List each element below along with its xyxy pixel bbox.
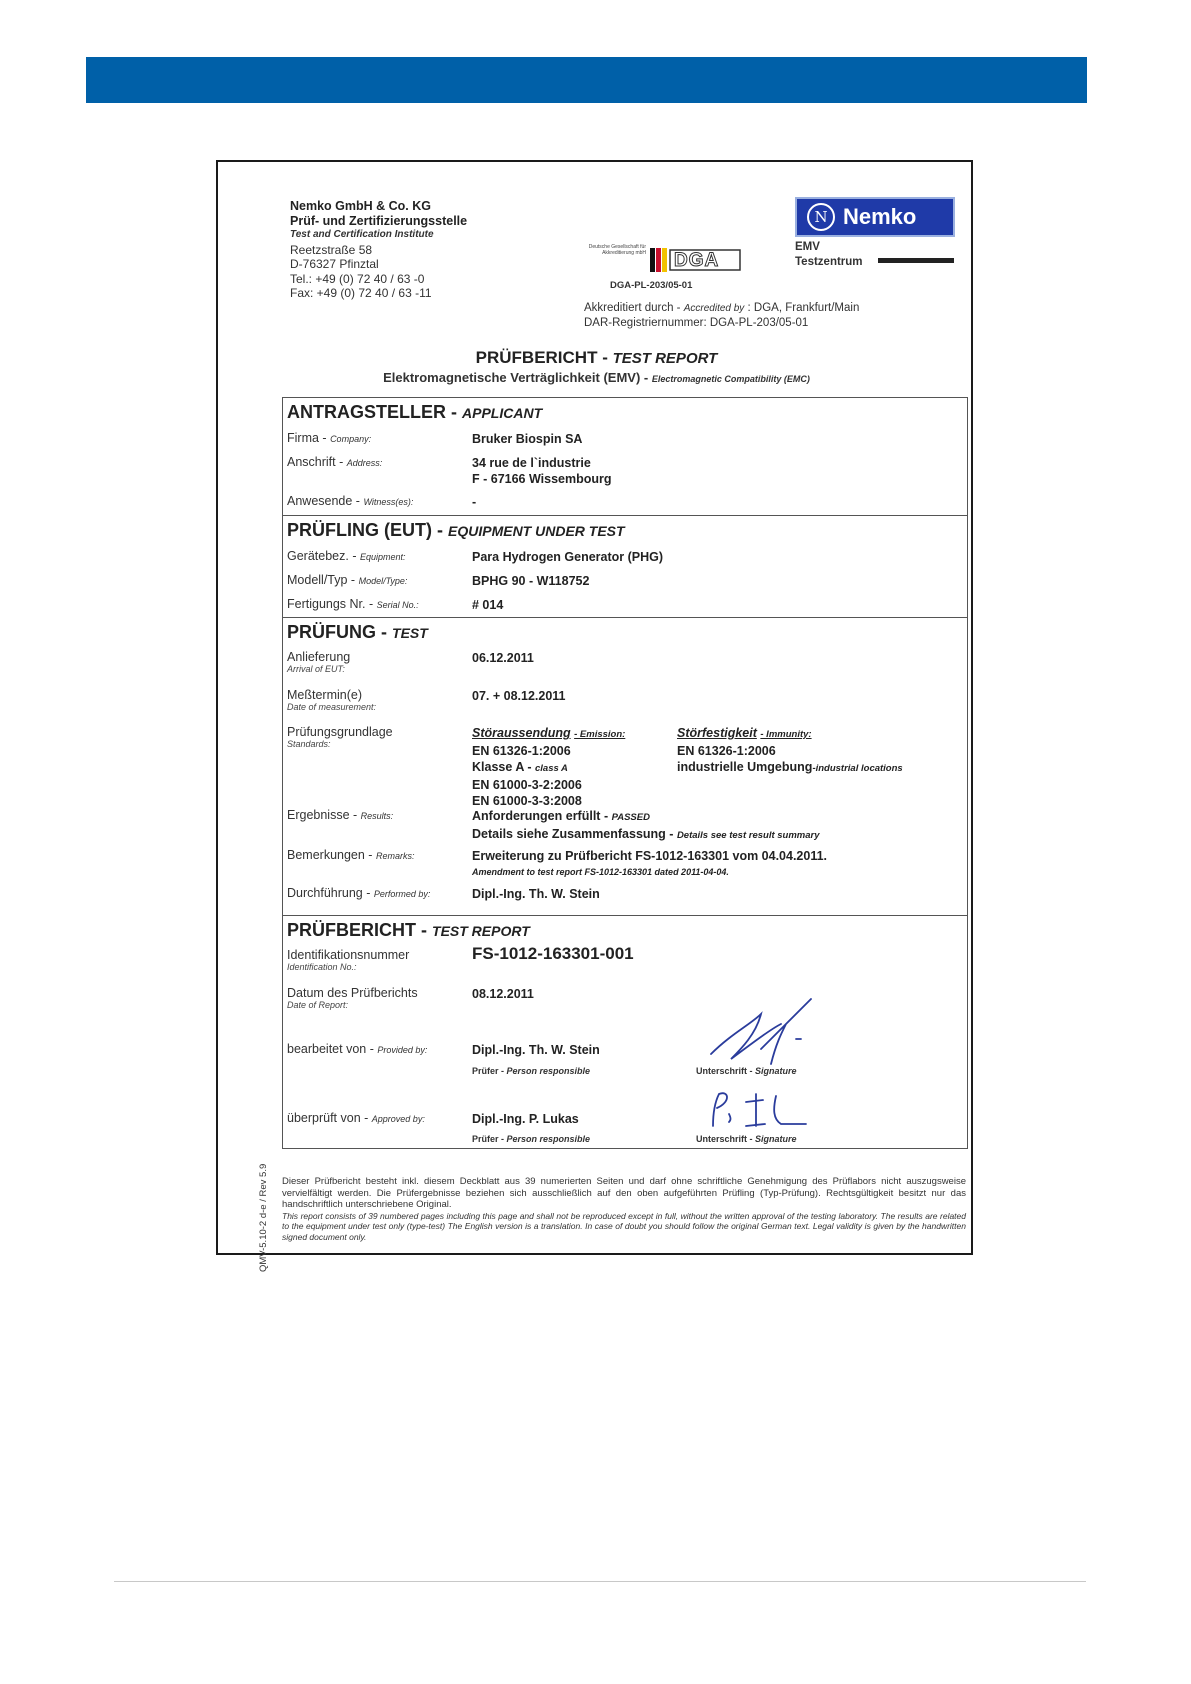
testzentrum-text: Testzentrum [795, 256, 863, 268]
provided-value: Dipl.-Ing. Th. W. Stein [472, 1043, 600, 1057]
results-label-de: Ergebnisse - [287, 808, 358, 822]
immunity-std1: EN 61326-1:2006 [677, 744, 776, 758]
dga-logo [586, 230, 756, 292]
results-label-en: Results: [360, 811, 394, 821]
role1 [472, 1066, 590, 1076]
test-heading [287, 622, 428, 643]
model-label-de: Modell/Typ - [287, 573, 356, 587]
sig2-en: Signature [755, 1134, 797, 1144]
report-date-label [287, 986, 418, 1010]
accr-de: Akkreditiert durch - [584, 302, 681, 314]
applicant-heading-en: APPLICANT [462, 405, 543, 421]
role1-en: Person responsible [506, 1066, 591, 1076]
approved-label-de: überprüft von - [287, 1111, 369, 1125]
approved-label-en: Approved by: [371, 1114, 425, 1124]
arrival-label-de: Anlieferung [287, 650, 351, 664]
address-value [472, 455, 612, 487]
equipment-value: Para Hydrogen Generator (PHG) [472, 550, 664, 564]
issuer-block [290, 199, 467, 301]
company-label [287, 431, 371, 445]
remarks-de: Erweiterung zu Prüfbericht FS-1012-163301 vom 04.04.2011. [472, 849, 828, 863]
disclaimer [282, 1176, 966, 1242]
report-date-label-de: Datum des Prüfberichts [287, 986, 418, 1000]
company-label-en: Company: [330, 434, 372, 444]
performed-label-en: Performed by: [373, 889, 431, 899]
accreditation [584, 301, 859, 330]
standards-label-en: Standards: [287, 739, 331, 749]
measurement-label-en: Date of measurement: [287, 702, 377, 712]
immunity-heading-en: - Immunity: [760, 729, 812, 740]
accr-value: : DGA, Frankfurt/Main [747, 302, 860, 314]
provided-label-de: bearbeitet von - [287, 1042, 374, 1056]
report-heading-de: PRÜFBERICHT - [287, 920, 427, 940]
issuer-city: D-76327 Pfinztal [290, 257, 379, 271]
issuer-tel: Tel.: +49 (0) 72 40 / 63 -0 [290, 271, 425, 286]
model-label-en: Model/Type: [358, 576, 408, 586]
address-label-de: Anschrift - [287, 455, 344, 469]
test-heading-de: PRÜFUNG - [287, 622, 387, 642]
issuer-fax: Fax: +49 (0) 72 40 / 63 -11 [290, 286, 432, 300]
model-label [287, 573, 407, 587]
report-date: 08.12.2011 [472, 987, 534, 1001]
issuer-street: Reetzstraße 58 [290, 242, 373, 257]
emission-heading-en: - Emission: [574, 729, 626, 740]
provided-label [287, 1042, 427, 1056]
dga-small-text: Deutsche Gesellschaft für Akkreditierung mbH [588, 244, 646, 256]
test-heading-en: TEST [392, 625, 428, 641]
report-heading [287, 920, 530, 941]
applicant-section [282, 397, 968, 516]
emission-class-en: class A [535, 763, 568, 774]
emission-standards [472, 725, 625, 809]
report-date-label-en: Date of Report: [287, 1000, 349, 1010]
accr-en: Accredited by [683, 303, 745, 314]
witness-value: - [472, 495, 477, 509]
address-label-en: Address: [346, 458, 383, 468]
disclaimer-en: This report consists of 39 numbered pages including this page and shall not be reproduced except in full, without the written approval of the testing laboratory. The results are related to the equipment under test only (type-test) The English version is a translation. In case of doubt you should follow the original German text. Legal validity is given by the handwritten signed document only. [282, 1210, 966, 1242]
emission-heading: Störaussendung [472, 726, 571, 740]
sig1-en: Signature [755, 1066, 797, 1076]
standards-label [287, 725, 393, 749]
results-line1: Anforderungen erfüllt - [472, 809, 609, 823]
id-label [287, 948, 409, 972]
nemko-n-icon: N [807, 203, 835, 231]
witness-label-en: Witness(es): [363, 497, 414, 507]
report-id: FS-1012-163301-001 [472, 944, 634, 963]
test-section [282, 617, 968, 916]
accr-registration: DAR-Registriernummer: DGA-PL-203/05-01 [584, 317, 809, 329]
emission-std3: EN 61000-3-3:2008 [472, 794, 582, 808]
serial-label-en: Serial No.: [376, 600, 419, 610]
remarks-value [472, 848, 827, 880]
report-subtitle-en: Electromagnetic Compatibility (EMC) [651, 374, 810, 384]
performed-label-de: Durchführung - [287, 886, 371, 900]
signature1-image [701, 994, 821, 1074]
role1-de: Prüfer - [472, 1066, 505, 1076]
certificate-image [216, 160, 973, 1272]
measurement-value: 07. + 08.12.2011 [472, 689, 566, 703]
report-title [218, 348, 975, 368]
emv-text: EMV [795, 241, 820, 253]
remarks-en: Amendment to test report FS-1012-163301 dated 2011-04-04. [472, 867, 729, 877]
dga-logo-text: DGA [674, 250, 720, 271]
eut-section [282, 515, 968, 618]
header-bar [86, 57, 1087, 103]
results-value [472, 808, 820, 844]
role2-en: Person responsible [506, 1134, 591, 1144]
emv-label [795, 240, 863, 270]
approved-value: Dipl.-Ing. P. Lukas [472, 1112, 579, 1126]
report-title-de: PRÜFBERICHT - [475, 348, 608, 367]
form-code: QMV-5.10-2 d-e / Rev 5.9 [258, 1163, 269, 1272]
arrival-value: 06.12.2011 [472, 651, 534, 665]
measurement-label-de: Meßtermin(e) [287, 688, 363, 702]
measurement-label [287, 688, 376, 712]
results-line2: Details siehe Zusammenfassung - [472, 827, 674, 841]
report-subtitle-de: Elektromagnetische Verträglichkeit (EMV) - [383, 370, 649, 385]
results-label [287, 808, 393, 822]
company-value: Bruker Biospin SA [472, 432, 583, 446]
witness-label [287, 494, 413, 508]
approved-label [287, 1111, 425, 1125]
issuer-name: Nemko GmbH & Co. KG [290, 199, 431, 213]
emission-class: Klasse A - [472, 760, 532, 774]
serial-value: # 014 [472, 598, 504, 612]
standards-label-de: Prüfungsgrundlage [287, 725, 393, 739]
remarks-label-de: Bemerkungen - [287, 848, 373, 862]
role2 [472, 1134, 590, 1144]
nemko-logo-text: Nemko [843, 204, 917, 229]
provided-label-en: Provided by: [377, 1045, 428, 1055]
sig2-de: Unterschrift - [696, 1134, 753, 1144]
nemko-logo [795, 197, 955, 237]
report-section [282, 915, 968, 1149]
applicant-heading-de: ANTRAGSTELLER - [287, 402, 457, 422]
id-label-en: Identification No.: [287, 962, 357, 972]
eut-heading-de: PRÜFLING (EUT) - [287, 520, 443, 540]
immunity-env-en: -industrial locations [812, 763, 903, 774]
arrival-label [287, 650, 350, 674]
company-label-de: Firma - [287, 431, 327, 445]
id-label-de: Identifikationsnummer [287, 948, 410, 962]
results-line2-en: Details see test result summary [676, 830, 820, 841]
equipment-label-en: Equipment: [359, 552, 406, 562]
signature2-image [701, 1084, 811, 1134]
testzentrum-bar [878, 258, 954, 263]
immunity-standards [677, 725, 903, 777]
address-line1: 34 rue de l`industrie [472, 456, 591, 470]
serial-label-de: Fertigungs Nr. - [287, 597, 374, 611]
report-subtitle [218, 370, 975, 385]
results-line1-en: PASSED [611, 812, 650, 823]
eut-heading-en: EQUIPMENT UNDER TEST [448, 523, 625, 539]
remarks-label [287, 848, 414, 862]
issuer-department-en: Test and Certification Institute [290, 229, 434, 240]
sig1-de: Unterschrift - [696, 1066, 753, 1076]
model-value: BPHG 90 - W118752 [472, 574, 590, 588]
performed-value: Dipl.-Ing. Th. W. Stein [472, 887, 600, 901]
address-line2: F - 67166 Wissembourg [472, 472, 612, 486]
applicant-heading [287, 402, 542, 423]
remarks-label-en: Remarks: [375, 851, 415, 861]
report-heading-en: TEST REPORT [432, 923, 530, 939]
performed-label [287, 886, 430, 900]
issuer-department: Prüf- und Zertifizierungsstelle [290, 213, 468, 228]
immunity-env: industrielle Umgebung [677, 760, 813, 774]
equipment-label-de: Gerätebez. - [287, 549, 357, 563]
form-code-wrap [258, 1122, 274, 1282]
signature2-label [696, 1134, 797, 1144]
dga-number: DGA-PL-203/05-01 [610, 280, 693, 291]
serial-label [287, 597, 419, 611]
eut-heading [287, 520, 625, 541]
report-title-en: TEST REPORT [612, 350, 718, 367]
address-label [287, 455, 382, 469]
role2-de: Prüfer - [472, 1134, 505, 1144]
equipment-label [287, 549, 406, 563]
immunity-heading: Störfestigkeit [677, 726, 757, 740]
disclaimer-de: Dieser Prüfbericht besteht inkl. diesem Deckblatt aus 39 numerierten Seiten und darf ohne schriftliche Genehmigung des Prüflabors nicht auszugsweise vervielfältigt werden. Die Prüfergebnisse beziehen sich ausschließlich auf den oben aufgeführten Prüfling (Typ-Prüfung). Rechtsgültigkeit besitzt nur das handschriftlich unterschriebene Original. [282, 1176, 966, 1210]
footer-divider [114, 1581, 1086, 1582]
emission-std2: EN 61000-3-2:2006 [472, 778, 582, 792]
emission-std1: EN 61326-1:2006 [472, 744, 571, 758]
arrival-label-en: Arrival of EUT: [287, 664, 345, 674]
witness-label-de: Anwesende - [287, 494, 360, 508]
